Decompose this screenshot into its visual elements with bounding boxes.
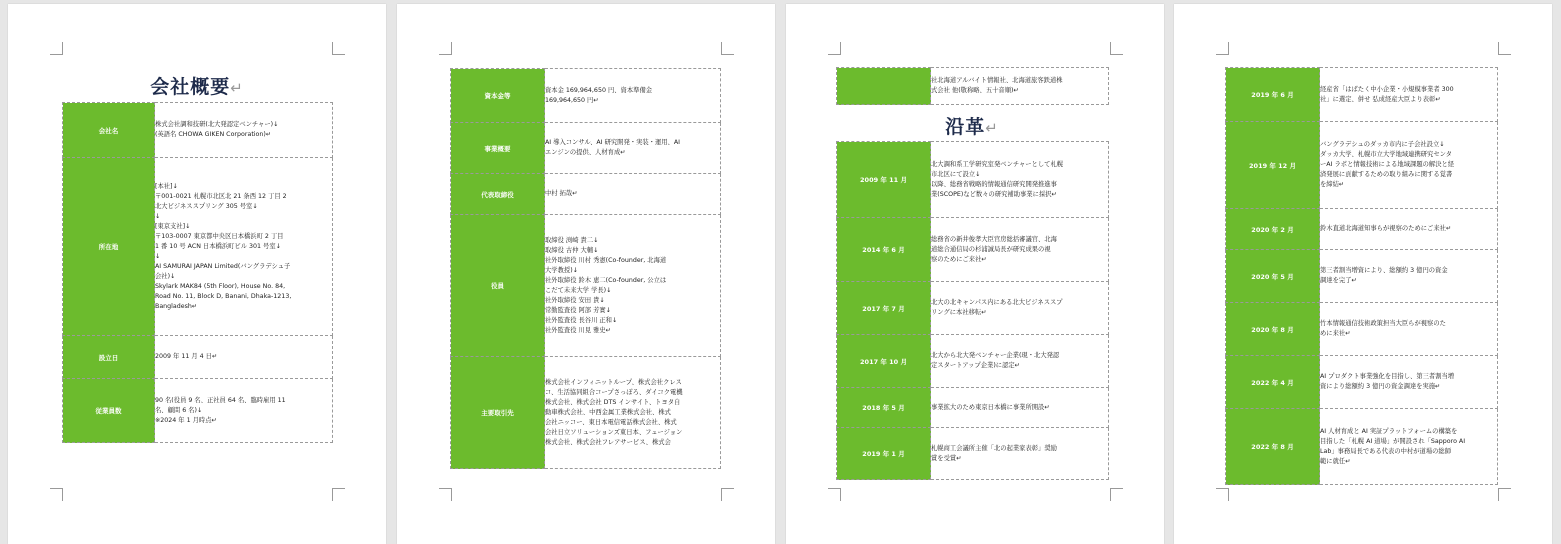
row-label: 2017 年 10 月 xyxy=(837,335,931,388)
row-label: 会社名 xyxy=(63,103,155,158)
page-title xyxy=(62,72,332,99)
table-row xyxy=(451,357,721,469)
crop-mark xyxy=(1216,488,1229,501)
row-value[interactable]: 総務省の新井俊孝大臣官房総括審議官、北海 道総合通信局の杉浦誠局長が研究成果の視 察のためにご来社↵ xyxy=(931,218,1109,282)
paragraph-mark-icon: ↵ xyxy=(230,79,244,97)
document-page-1 xyxy=(8,4,386,544)
row-label: 2017 年 7 月 xyxy=(837,282,931,335)
table-row xyxy=(1226,409,1498,485)
company-overview-table xyxy=(62,102,333,443)
row-value[interactable]: 事業拡大のため東京日本橋に事業所開設↵ xyxy=(931,388,1109,428)
document-page-3 xyxy=(786,4,1164,544)
crop-mark xyxy=(332,42,345,55)
crop-mark xyxy=(1110,488,1123,501)
page-title-text: 会社概要 xyxy=(150,76,231,98)
row-label: 所在地 xyxy=(63,158,155,336)
row-label: 代表取締役 xyxy=(451,174,545,215)
row-value[interactable]: 札幌商工会議所主催「北の起業家表彰」奨励 賞を受賞↵ xyxy=(931,428,1109,480)
history-table-continued xyxy=(1225,67,1498,485)
row-label: 2019 年 1 月 xyxy=(837,428,931,480)
crop-mark xyxy=(50,42,63,55)
row-value[interactable]: バングラデシュのダッカ市内に子会社設立↓ ダッカ大学、札幌市立大学地域連携研究センタ ーAI ラボと情報技術による地域課題の解決と経 済発展に貢献するための取り組みに関する覚書 を締結↵ xyxy=(1320,122,1498,209)
table-row xyxy=(63,158,333,336)
crop-mark xyxy=(439,488,452,501)
row-value[interactable]: 中村 拓哉↵ xyxy=(545,174,721,215)
table-row xyxy=(837,388,1109,428)
table-row xyxy=(1226,356,1498,409)
row-label: 従業員数 xyxy=(63,379,155,443)
crop-mark xyxy=(1498,42,1511,55)
table-row xyxy=(451,174,721,215)
page-title-text: 沿革 xyxy=(945,116,986,138)
table-row xyxy=(1226,303,1498,356)
history-table xyxy=(836,141,1109,480)
crop-mark xyxy=(721,488,734,501)
row-value[interactable]: 資本金 169,964,650 円、資本準備金 169,964,650 円↵ xyxy=(545,69,721,123)
overview-table-tail xyxy=(836,67,1109,105)
table-row xyxy=(837,428,1109,480)
row-value[interactable]: 経産省「はばたく中小企業・小規模事業者 300 社」に選定、併せ 弘成経産大臣より表彰↵ xyxy=(1320,68,1498,122)
row-value[interactable]: AI 人材育成と AI 実証プラットフォームの構築を 目指した「札幌 AI 道場」が開設され「Sapporo AI Lab」事務局長である代表の中村が道場の総師 範に就任↵ xyxy=(1320,409,1498,485)
row-label: 事業概要 xyxy=(451,123,545,174)
row-value[interactable]: 90 名(役員 9 名、正社員 64 名、臨時雇用 11 名、顧問 6 名)↓ ※2024 年 1 月時点↵ xyxy=(155,379,333,443)
table-row xyxy=(1226,122,1498,209)
table-row xyxy=(1226,250,1498,303)
row-label xyxy=(837,68,931,105)
page-title xyxy=(836,112,1108,139)
table-row xyxy=(837,218,1109,282)
row-value[interactable]: 北大の北キャンパス内にある北大ビジネススプ リングに本社移転↵ xyxy=(931,282,1109,335)
document-page-2 xyxy=(397,4,775,544)
row-value[interactable]: 鈴木直道北海道知事らが視察のためにご来社↵ xyxy=(1320,209,1498,250)
row-value[interactable]: 北大から北大発ベンチャー企業(現・北大発認 定スタートアップ企業)に認定↵ xyxy=(931,335,1109,388)
row-value[interactable]: 取締役 渕崎 貴二↓ 取締役 古仲 大輔↓ 社外取締役 川村 秀憲(Co-founder, 北海道 大学教授)↓ 社外取締役 鈴木 恵二(Co-founder, 公立は こだて未来大学 学長)↓ 社外取締役 安田 貴↓ 常勤監査役 阿部 芳實↓ 社外監査役 長谷川 正和↓ 社外監査役 川見 雅史↵ xyxy=(545,215,721,357)
row-label: 役員 xyxy=(451,215,545,357)
row-value[interactable]: 2009 年 11 月 4 日↵ xyxy=(155,336,333,379)
crop-mark xyxy=(50,488,63,501)
row-label: 2018 年 5 月 xyxy=(837,388,931,428)
row-label: 2022 年 4 月 xyxy=(1226,356,1320,409)
crop-mark xyxy=(1216,42,1229,55)
table-row xyxy=(451,69,721,123)
table-row xyxy=(837,142,1109,218)
company-overview-table-continued xyxy=(450,68,721,469)
crop-mark xyxy=(721,42,734,55)
row-label: 2019 年 12 月 xyxy=(1226,122,1320,209)
table-row xyxy=(451,215,721,357)
table-row xyxy=(63,379,333,443)
row-label: 2020 年 2 月 xyxy=(1226,209,1320,250)
row-value[interactable]: 株式会社調和技研(北大発認定ベンチャー)↓ (英語名 CHOWA GIKEN Corporation)↵ xyxy=(155,103,333,158)
row-value[interactable]: AI プロダクト事業強化を目指し、第三者割当増 資により総額約 3 億円の資金調達を実施↵ xyxy=(1320,356,1498,409)
crop-mark xyxy=(1498,488,1511,501)
crop-mark xyxy=(1110,42,1123,55)
row-value[interactable]: 北大調和系工学研究室発ベンチャーとして札幌 市北区にて設立↓ 以降、総務省戦略的情報通信研究開発推進事 業(SCOPE)など数々の研究補助事業に採択↵ xyxy=(931,142,1109,218)
table-row xyxy=(837,282,1109,335)
row-value[interactable]: 第三者割当増資により、総額約 3 億円の資金 調達を完了↵ xyxy=(1320,250,1498,303)
table-row xyxy=(1226,209,1498,250)
table-row xyxy=(63,103,333,158)
row-label: 主要取引先 xyxy=(451,357,545,469)
paragraph-mark-icon: ↵ xyxy=(985,119,999,137)
document-page-4 xyxy=(1174,4,1552,544)
table-row xyxy=(837,68,1109,105)
row-label: 資本金等 xyxy=(451,69,545,123)
table-row xyxy=(1226,68,1498,122)
row-label: 2014 年 6 月 xyxy=(837,218,931,282)
row-value[interactable]: 竹本情報通信技術政策担当大臣らが視察のた めに来社↵ xyxy=(1320,303,1498,356)
crop-mark xyxy=(828,488,841,501)
table-row xyxy=(63,336,333,379)
row-label: 2020 年 8 月 xyxy=(1226,303,1320,356)
crop-mark xyxy=(828,42,841,55)
row-value[interactable]: 社北海道アルバイト情報社、北海道旅客鉄道株 式会社 他(敬称略、五十音順)↵ xyxy=(931,68,1109,105)
row-value[interactable]: [本社]↓ 〒001-0021 札幌市北区北 21 条西 12 丁目 2 北大ビジネススプリング 305 号室↓ ↓ [東京支社]↓ 〒103-0007 東京都中央区日本橋浜町 2 丁目 1 番 10 号 ACN 日本橋浜町ビル 301 号室↓ ↓ AI SAMURAI JAPAN Limited(バングラデシュ子 会社)↓ Skylark MAK84 (5th Floor), House No. 84, Road No. 11, Block D, Banani, Dhaka-1213, Bangladesh↵ xyxy=(155,158,333,336)
crop-mark xyxy=(439,42,452,55)
table-row xyxy=(451,123,721,174)
row-label: 2022 年 8 月 xyxy=(1226,409,1320,485)
row-label: 設立日 xyxy=(63,336,155,379)
row-label: 2009 年 11 月 xyxy=(837,142,931,218)
table-row xyxy=(837,335,1109,388)
row-label: 2020 年 5 月 xyxy=(1226,250,1320,303)
row-label: 2019 年 6 月 xyxy=(1226,68,1320,122)
row-value[interactable]: AI 導入コンサル、AI 研究開発・実装・運用、AI エンジンの提供、人材育成↵ xyxy=(545,123,721,174)
row-value[interactable]: 株式会社インフィニットループ、株式会社クレス コ、生活協同組合コープさっぽろ、ダイコク電機 株式会社、株式会社 DTS インサイト、トヨタ自 動車株式会社、中西金属工業株式会社、株式 会社ニッコー、東日本電信電話株式会社、株式 会社日立ソリューションズ東日本、フュージョン 株式会社、株式会社フレアサービス、株式会 xyxy=(545,357,721,469)
crop-mark xyxy=(332,488,345,501)
